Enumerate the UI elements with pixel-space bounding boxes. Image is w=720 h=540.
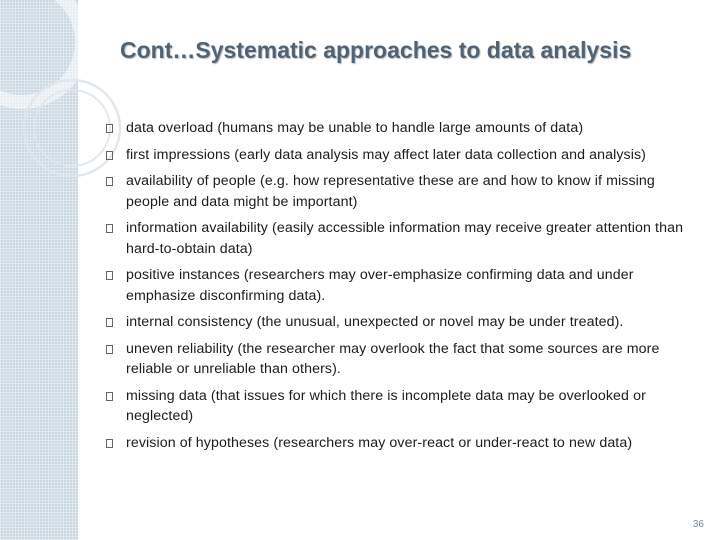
bullet-square-icon [106, 271, 113, 280]
bullet-text: information availability (easily accessible information may receive greater attention than hard-to-obtain data) [126, 220, 684, 257]
bullet-square-icon [106, 124, 113, 133]
bullet-item [106, 386, 696, 427]
bullet-text: availability of people (e.g. how representative these are and how to know if missing people and data might be important) [126, 173, 655, 210]
bullet-item [106, 433, 696, 454]
page-number: 36 [692, 519, 704, 530]
bullet-item [106, 218, 696, 259]
bullet-item [106, 118, 696, 139]
bullet-item [106, 312, 696, 333]
bullet-text: positive instances (researchers may over-emphasize confirming data and under emphasize disconfirming data). [126, 267, 634, 304]
bullet-text: internal consistency (the unusual, unexpected or novel may be under treated). [126, 314, 624, 330]
decorative-circle-large [0, 0, 82, 102]
bullet-text: uneven reliability (the researcher may overlook the fact that some sources are more reliable or unreliable than others). [126, 340, 660, 377]
bullet-square-icon [106, 151, 113, 160]
bullet-square-icon [106, 318, 113, 327]
bullet-text: revision of hypotheses (researchers may over-react or under-react to new data) [126, 434, 633, 451]
bullet-square-icon [106, 439, 113, 448]
bullet-square-icon [106, 345, 113, 354]
bullet-square-icon [106, 177, 113, 186]
bullet-text: first impressions (early data analysis may affect later data collection and analysis) [126, 146, 647, 163]
decorative-circle-inner-ring [34, 90, 110, 166]
bullet-text: data overload (humans may be unable to handle large amounts of data) [126, 120, 584, 136]
slide-title: Cont…Systematic approaches to data analysis [120, 37, 632, 63]
bullet-text: missing data (that issues for which there is incomplete data may be overlooked or neglected) [126, 387, 646, 424]
bullet-list [106, 118, 696, 453]
bullet-item [106, 265, 696, 306]
bullet-item [106, 339, 696, 380]
bullet-item [106, 171, 696, 212]
bullet-square-icon [106, 392, 113, 401]
bullet-item [106, 145, 696, 166]
bullet-square-icon [106, 224, 113, 233]
